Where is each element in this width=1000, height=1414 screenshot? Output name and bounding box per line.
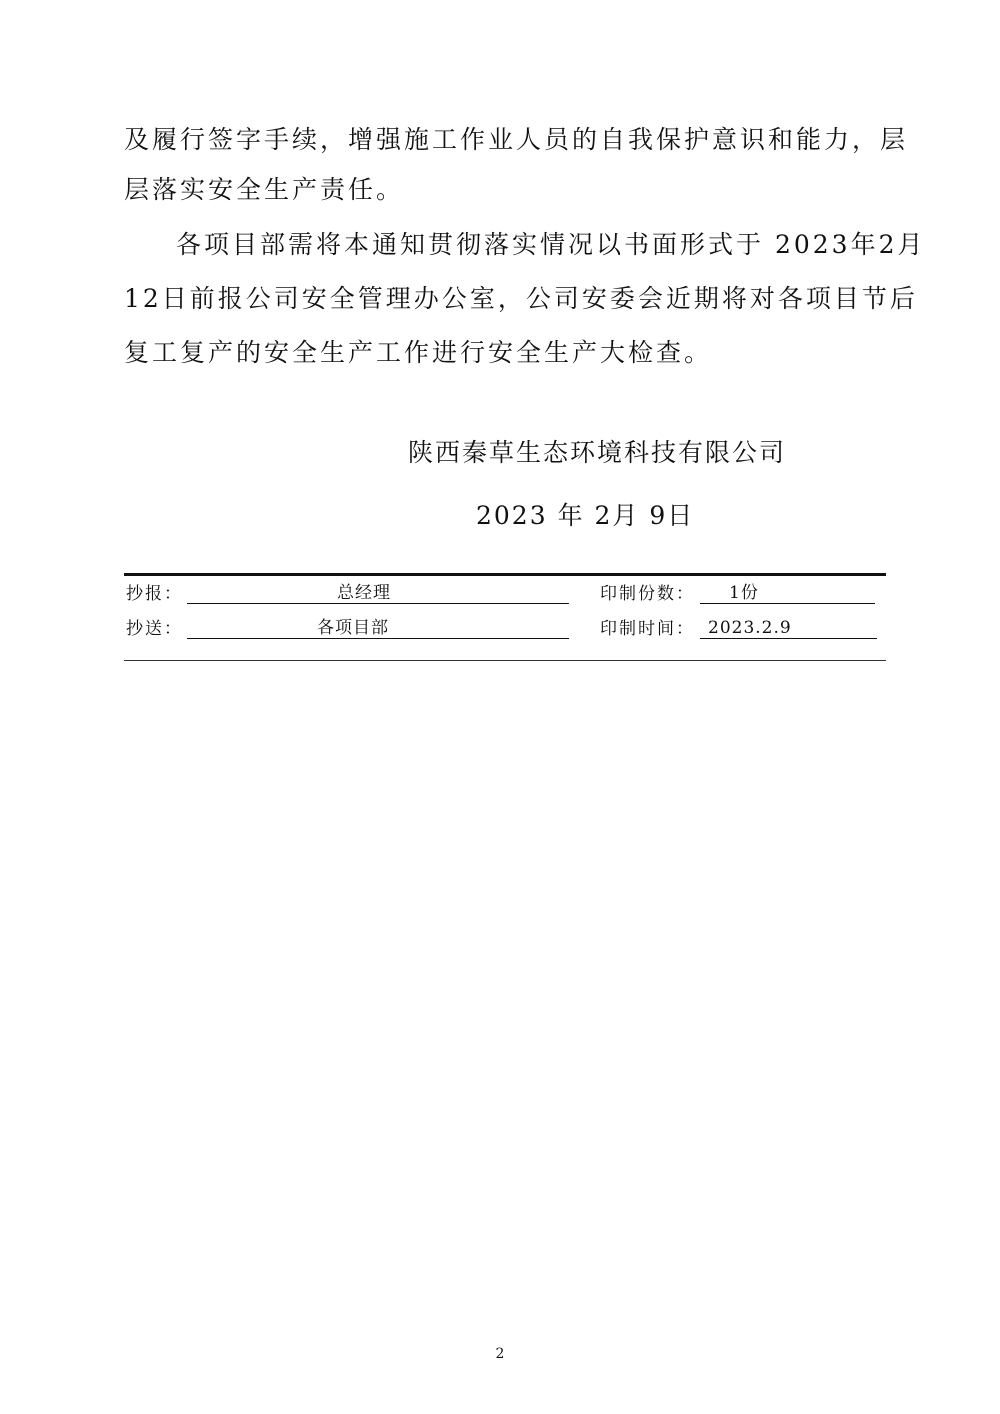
signature-date: 2023 年 2月 9日 [476,501,695,530]
print-date-label: 印制时间： [600,619,695,639]
copies-field: 1份 [700,582,875,604]
paragraph-1-line-2: 层落实安全生产责任。 [124,175,405,204]
paragraph-1-line-1: 及履行签字手续，增强施工作业人员的自我保护意识和能力，层 [124,125,909,154]
paragraph-2-line-1: 各项目部需将本通知贯彻落实情况以书面形式于 2023年2月 [176,230,926,259]
paragraph-2-line-3: 复工复产的安全生产工作进行安全生产大检查。 [124,338,713,367]
report-to-label: 抄报： [126,584,183,604]
send-to-label: 抄送： [126,619,183,639]
page-number: 2 [495,1346,505,1362]
report-to-field: 总经理 [187,582,569,604]
distribution-bottom-rule [124,660,886,661]
distribution-top-rule [124,573,886,576]
paragraph-2-line-2: 12日前报公司安全管理办公室，公司安委会近期将对各项目节后 [124,284,918,313]
copies-label: 印制份数： [600,584,695,604]
print-date-field: 2023.2.9 [700,617,877,639]
send-to-field: 各项目部 [187,617,569,639]
signature-company: 陕西秦草生态环境科技有限公司 [408,438,787,467]
